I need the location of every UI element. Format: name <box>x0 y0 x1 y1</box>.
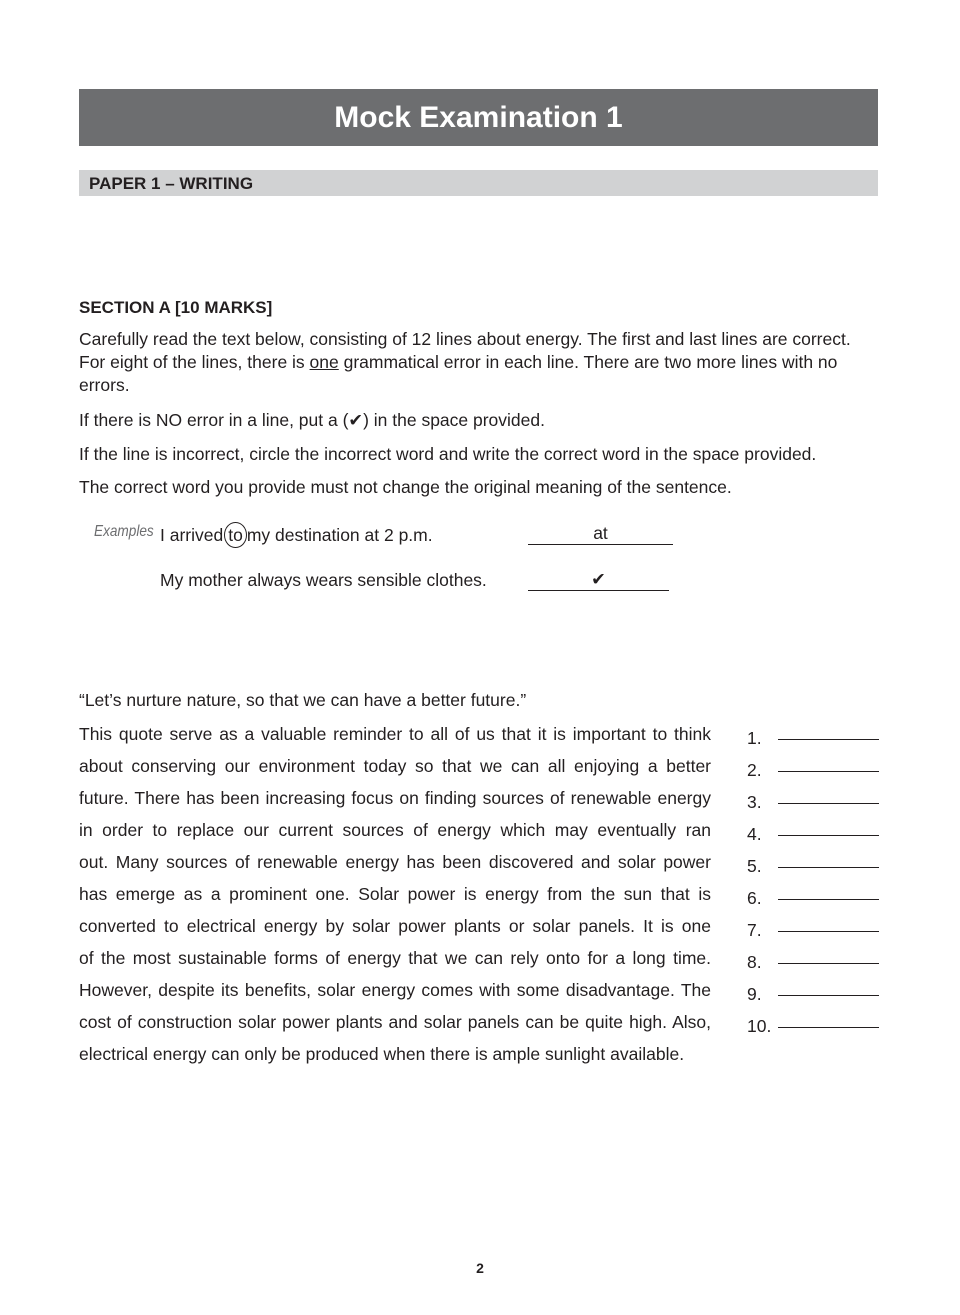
answer-row <box>747 786 882 818</box>
passage-quote: “Let’s nurture nature, so that we can have a better future.” <box>79 690 527 710</box>
example-1-circled-word: to <box>224 522 247 548</box>
page-number: 2 <box>476 1260 484 1276</box>
answer-row <box>747 978 882 1010</box>
exam-title: Mock Examination 1 <box>79 89 878 146</box>
example-1-before: I arrived <box>160 525 224 545</box>
answer-blank[interactable] <box>778 771 879 772</box>
answer-row <box>747 946 882 978</box>
examples-label: Examples <box>94 523 154 540</box>
example-sentence-2: My mother always wears sensible clothes. <box>160 570 487 590</box>
answer-blank[interactable] <box>778 931 879 932</box>
instruction-incorrect: If the line is incorrect, circle the incorrect word and write the correct word in the space provided. <box>79 444 817 464</box>
instruction-meaning: The correct word you provide must not change the original meaning of the sentence. <box>79 477 732 497</box>
answer-number: 8. <box>747 952 762 972</box>
section-heading: SECTION A [10 MARKS] <box>79 298 273 317</box>
answer-blank[interactable] <box>778 803 879 804</box>
answer-blank[interactable] <box>778 867 879 868</box>
passage-line: has emerge as a prominent one. Solar power is energy from the sun that is <box>79 884 711 904</box>
answer-blank[interactable] <box>778 1027 879 1028</box>
example-answer-1: at <box>528 522 673 545</box>
answer-number: 6. <box>747 888 762 908</box>
instruction-no-error: If there is NO error in a line, put a (✔) in the space provided. <box>79 410 545 430</box>
example-answer-2: ✔ <box>528 568 669 591</box>
example-sentence-1 <box>160 522 433 548</box>
example-1-after: my destination at 2 p.m. <box>246 525 433 545</box>
answer-blank[interactable] <box>778 739 879 740</box>
answer-blank[interactable] <box>778 963 879 964</box>
answer-number: 2. <box>747 760 762 780</box>
passage-line: electrical energy can only be produced when there is ample sunlight available. <box>79 1044 685 1064</box>
intro-text-underlined: one <box>309 352 339 372</box>
intro-text-post: grammatical error in each line. There are two more lines with no errors. <box>79 352 838 395</box>
passage-line: However, despite its benefits, solar energy comes with some disadvantage. The <box>79 980 711 1000</box>
passage-text <box>79 718 711 1070</box>
answer-row <box>747 818 882 850</box>
section-intro <box>79 328 879 397</box>
passage-line: converted to electrical energy by solar power plants or solar panels. It is one <box>79 916 711 936</box>
answer-row <box>747 722 882 754</box>
answer-number: 4. <box>747 824 762 844</box>
passage-line: about conserving our environment today so that we can all enjoying a better <box>79 756 711 776</box>
answer-number: 3. <box>747 792 762 812</box>
answer-blank[interactable] <box>778 835 879 836</box>
answer-number: 5. <box>747 856 762 876</box>
answer-column <box>747 722 882 1042</box>
paper-heading: PAPER 1 – WRITING <box>79 170 878 196</box>
passage-line: out. Many sources of renewable energy has been discovered and solar power <box>79 852 711 872</box>
answer-row <box>747 1010 882 1042</box>
answer-number: 7. <box>747 920 762 940</box>
answer-row <box>747 754 882 786</box>
answer-row <box>747 914 882 946</box>
answer-row <box>747 850 882 882</box>
passage-line: of the most sustainable forms of energy that we can rely onto for a long time. <box>79 948 711 968</box>
answer-blank[interactable] <box>778 899 879 900</box>
passage-line: cost of construction solar power plants and solar panels can be quite high. Also, <box>79 1012 711 1032</box>
answer-number: 1. <box>747 728 762 748</box>
answer-number: 10. <box>747 1016 772 1036</box>
passage-line: in order to replace our current sources of energy which may eventually ran <box>79 820 711 840</box>
answer-blank[interactable] <box>778 995 879 996</box>
passage-line: future. There has been increasing focus on finding sources of renewable energy <box>79 788 711 808</box>
passage-line: This quote serve as a valuable reminder to all of us that it is important to think <box>79 724 711 744</box>
answer-number: 9. <box>747 984 762 1004</box>
intro-text-pre: Carefully read the text below, consisting of 12 lines about energy. The first and last lines are correct. For eight of the lines, there is <box>79 329 851 372</box>
answer-row <box>747 882 882 914</box>
